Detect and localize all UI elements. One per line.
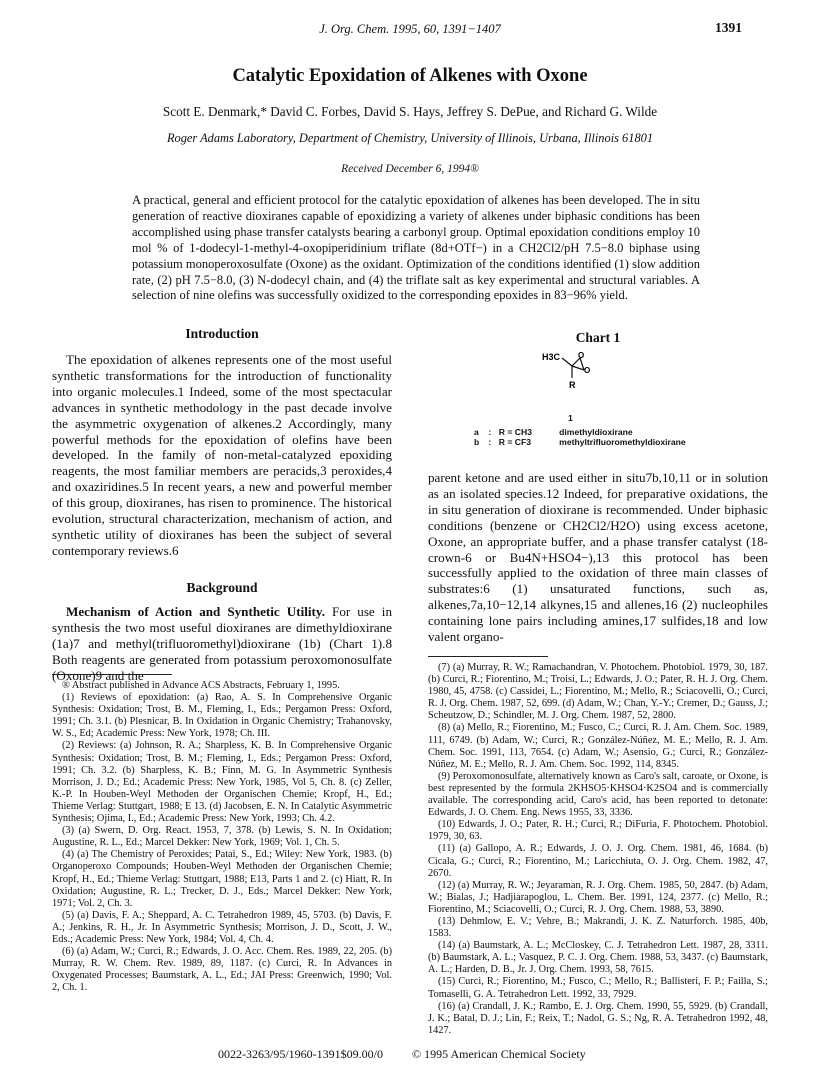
footnote-15: (15) Curci, R.; Fiorentino, M.; Fusco, C.; Mello, R.; Ballisteri, F. P.; Failla, S.; Tomaselli, G. A. Tetrahedron Lett. 1992, 33, 7929. xyxy=(428,976,768,1000)
chart-legend xyxy=(474,427,774,447)
oxygen-label-2: O xyxy=(584,366,591,375)
footnote-3: (3) (a) Swern, D. Org. React. 1953, 7, 378. (b) Lewis, S. N. In Oxidation; Augustine, R. L., Ed.; Marcel Dekker: New York, 1969; Vol. 1, Ch. 5. xyxy=(52,825,392,849)
footnote-11: (11) (a) Gallopo, A. R.; Edwards, J. O. J. Org. Chem. 1981, 46, 1684. (b) Cicala, G.; Curci, R.; Fiorentino, M.; Laricchiuta, O. J. Org. Chem. 1982, 47, 2670. xyxy=(428,843,768,879)
footer-copyright: © 1995 American Chemical Society xyxy=(412,1047,586,1061)
footnote-divider-left xyxy=(52,674,172,675)
introduction-heading: Introduction xyxy=(185,326,259,341)
article-title: Catalytic Epoxidation of Alkenes with Oxone xyxy=(232,66,588,86)
legend-entry-a: a : R = CH3 dimethyldioxirane xyxy=(474,427,633,437)
footnote-4: (4) (a) The Chemistry of Peroxides; Patai, S., Ed.; Wiley: New York, 1983. (b) Organoperoxo Compounds; Houben-Weyl Methoden der Organischen Chemie; Kropf, H., Ed.; Thieme Verlag: Stuttgart, 1988; E13, Parts 1 and 2. (c) Hiatt, R. In Oxidation; Augustine, R. L.; Trecker, D. J., Eds.; Marcel Dekker: New York, 1971; Vol. 2, Ch. 3. xyxy=(52,849,392,909)
background-text: For use in synthesis the two most useful dioxiranes are dimethyldioxirane (1a)7 and methyl(trifluoromethyl)dioxirane (1b) (Chart 1).8 Both reagents are generated from potassium peroxomonosulfate (Oxone)9 and the xyxy=(52,604,392,683)
footnotes-left xyxy=(52,680,392,994)
r-label: R xyxy=(569,380,576,390)
author-list: Scott E. Denmark,* David C. Forbes, David S. Hays, Jeffrey S. DePue, and Richard G. Wilde xyxy=(162,104,658,119)
h3c-label: H3C xyxy=(542,352,561,362)
background-subheading: Mechanism of Action and Synthetic Utility. xyxy=(66,604,325,619)
legend-formula: R = CH3 xyxy=(498,427,532,437)
page-number: 1391 xyxy=(715,20,742,35)
legend-letter: b xyxy=(474,437,480,447)
footnote-5: (5) (a) Davis, F. A.; Sheppard, A. C. Tetrahedron 1989, 45, 5703. (b) Davis, F. A.; Jenkins, R. H., Jr. In Asymmetric Synthesis; Morrison, J. D., Scott, J. W., Eds.; Academic Press: New York, 1984; Vol. 4, Ch. 4. xyxy=(52,909,392,945)
footnote-10: (10) Edwards, J. O.; Pater, R. H.; Curci, R.; DiFuria, F. Photochem. Photobiol. 1979, 30, 63. xyxy=(428,819,768,843)
bond-ch3 xyxy=(562,358,572,366)
footer-issn-code: 0022-3263/95/1960-1391$09.00/0 xyxy=(218,1047,383,1061)
introduction-paragraph: The epoxidation of alkenes represents one of the most useful synthetic transformations for the introduction of functionality into organic molecules.1 Indeed, some of the most spectacular advances in synthetic methodology in the past decade involve the asymmetric oxygenation of alkenes.2 Accordingly, many powerful methods for the epoxidation of olefins have been developed. In the family of non-metal-catalyzed epoxiding reagents, the most familiar members are peracids,3 peroxides,4 and oxaziridines.5 In recent years, a new and powerful member of this group, dioxiranes, has risen to prominence. The historical evolution, structural characterization, mechanism of action, and synthetic utility of dioxiranes has been the subject of several contemporary reviews.6 xyxy=(52,352,392,558)
footnote-6: (6) (a) Adam, W.; Curci, R.; Edwards, J. O. Acc. Chem. Res. 1989, 22, 205. (b) Murray, R. W. Chem. Rev. 1989, 89, 1187. (c) Curci, R. In Advances in Oxygenated Processes; Baumstark, A. L., Ed.; JAI Press: Greenwich, 1990; Vol. 2, Ch. 1. xyxy=(52,946,392,994)
background-heading: Background xyxy=(186,580,258,595)
bond-o2 xyxy=(572,366,584,370)
footnote-16: (16) (a) Crandall, J. K.; Rambo, E. J. Org. Chem. 1990, 55, 5929. (b) Crandall, J. K.; Batal, D. J.; Lin, F.; Reix, T.; Nadol, G. S.; Ng, R. A. Tetrahedron 1992, 48, 1427. xyxy=(428,1000,768,1036)
footnote-13: (13) Dehmlow, E. V.; Vehre, B.; Makrandi, J. K. Z. Naturforch. 1985, 40b, 1583. xyxy=(428,915,768,940)
chart-heading: Chart 1 xyxy=(575,330,621,345)
footnote-7: (7) (a) Murray, R. W.; Ramachandran, V. Photochem. Photobiol. 1979, 30, 187. (b) Curci, R.; Fiorentino, M.; Troisi, L.; Edwards, J. O.; Pater, R. H. J. Org. Chem. 1980, 45, 4758. (c) Cassidei, L.; Fiorentino, M.; Mello, R.; Sciacovelli, O.; Curci, R. J. Org. Chem. 1987, 52, 699. (d) Adam, W.; Chan, Y.-Y.; Cremer, D.; Gauss, J.; Scheutzow, D.; Schindler, M. J. Org. Chem. 1987, 52, 2800. xyxy=(428,662,768,722)
footnote-2: (2) Reviews: (a) Johnson, R. A.; Sharpless, K. B. In Comprehensive Organic Synthesis: Oxidation; Trost, B. M.; Fleming, I., Eds.; Pergamon Press: Oxford, 1991; Ch. 3.2. (b) Sharpless, K. B.; Finn, M. G. In Asymmetric Synthesis Morrison, J. D.; Ed.; Academic Press: New York, 1985, Vol 5, Ch. 8. (c) Zeller, K.-P. In Houben-Weyl Methoden der Organischen Chemie; Kropf, H., Ed.; Thieme Verlag: Stuttgart, 1988; E 13. (d) Jacobsen, E. N. In Catalytic Asymmetric Synthesis; Ojima, I., Ed.; Academic Press: New York, 1993; Ch. 4.2. xyxy=(52,740,392,825)
footnote-abstract-note: ® Abstract published in Advance ACS Abstracts, February 1, 1995. xyxy=(62,680,340,691)
received-date: Received December 6, 1994® xyxy=(341,163,479,175)
legend-name: methyltrifluoromethyldioxirane xyxy=(559,437,686,447)
dioxirane-structure xyxy=(540,348,600,396)
footnote-12: (12) (a) Murray, R. W.; Jeyaraman, R. J. Org. Chem. 1985, 50, 2847. (b) Adam, W.; Bialas, J.; Hadjiarapoglou, L. Chem. Ber. 1991, 124, 2377. (c) Mello, R.; Fiorentino, M.; Sciacovelli, O.; Curci, R. J. Org. Chem. 1988, 53, 3890. xyxy=(428,879,768,915)
footnote-14: (14) (a) Baumstark, A. L.; McCloskey, C. J. Tetrahedron Lett. 1987, 28, 3311. (b) Baumstark, A. L.; Vasquez, P. C. J. Org. Chem. 1988, 53, 3437. (c) Baumstark, A. L.; Harden, D. B., Jr. J. Org. Chem. 1993, 58, 7615. xyxy=(428,940,768,976)
legend-formula: R = CF3 xyxy=(498,437,532,447)
legend-entry-b: b : R = CF3 methyltrifluoromethyldioxirane xyxy=(474,437,686,447)
footnote-divider-right xyxy=(428,656,548,657)
oxygen-label-1: O xyxy=(578,351,585,360)
footnote-9: (9) Peroxomonosulfate, alternatively known as Caro's salt, caroate, or Oxone, is best represented by the formula 2KHSO5·KHSO4·K2SO4 and is commercially available. The corresponding acid, Caro's acid, has been reported to detonate: Edwards, J. O. Chem. Eng. News 1955, 33, 3336. xyxy=(428,770,768,819)
footnote-1: (1) Reviews of epoxidation: (a) Rao, A. S. In Comprehensive Organic Synthesis: Oxidation; Trost, B. M., Fleming, I., Eds.; Pergamon Press: Oxford, 1991; Ch. 3.1. (b) Plesnicar, B. In Oxidation in Organic Chemistry; Trahanovsky, W. S., Ed; Academic Press: New York, 1978; Ch. III. xyxy=(52,692,392,740)
legend-letter: a xyxy=(474,427,479,437)
footnotes-right xyxy=(428,662,768,1037)
background-paragraph xyxy=(52,604,392,684)
right-column-paragraph: parent ketone and are used either in situ7b,10,11 or in solution as an isolated species.12 Indeed, for preparative oxidations, the in situ generation of dioxirane is recommended. Under biphasic conditions (benzene or CH2Cl2/H2O) using excess acetone, Oxone, an appropriate buffer, and a phase transfer catalyst (18-crown-6 or Bu4N+HSO4−),13 this protocol has been successfully applied to the oxidation of three main classes of substrates:6 (1) unsaturated functions, such as, alkenes,7a,10−12,14 alkynes,15 and allenes,16 (2) nucleophiles containing lone pairs including amines,17 sulfides,18 and low valent organo- xyxy=(428,470,768,645)
affiliation: Roger Adams Laboratory, Department of Chemistry, University of Illinois, Urbana, Illinois 61801 xyxy=(166,131,654,145)
legend-name: dimethyldioxirane xyxy=(559,427,633,437)
compound-number: 1 xyxy=(568,413,573,423)
footnote-8: (8) (a) Mello, R.; Fiorentino, M.; Fusco, C.; Curci, R. J. Am. Chem. Soc. 1989, 111, 6749. (b) Adam, W.; Curci, R.; González-Núñez, M. E.; Mello, R. J. Am. Chem. Soc. 1991, 113, 7654. (c) Adam, W.; Asensio, G.; Curci, R.; González-Núñez, M. E.; Mello, R. J. Am. Chem. Soc. 1992, 114, 8345. xyxy=(428,722,768,770)
abstract: A practical, general and efficient protocol for the catalytic epoxidation of alkenes has been developed. The in situ generation of reactive dioxiranes capable of epoxidizing a variety of alkenes under biphasic conditions has been accomplished using phase transfer catalysts bearing a carbonyl group. Optimal epoxidation conditions employ 10 mol % of 1-dodecyl-1-methyl-4-oxopiperidinium triflate (8d+OTf−) in a CH2Cl2/pH 7.5−8.0 biphase using potassium monoperoxosulfate (Oxone) as the oxidant. Optimization of the conditions identified (1) slow addition rate, (2) pH 7.5−8.0, (3) N-dodecyl chain, and (4) the triflate salt as key experimental and structural variables. A selection of nine olefins was successfully oxidized to the corresponding epoxides in 83−96% yield. xyxy=(132,193,700,303)
running-header-citation: J. Org. Chem. 1995, 60, 1391−1407 xyxy=(319,22,501,36)
